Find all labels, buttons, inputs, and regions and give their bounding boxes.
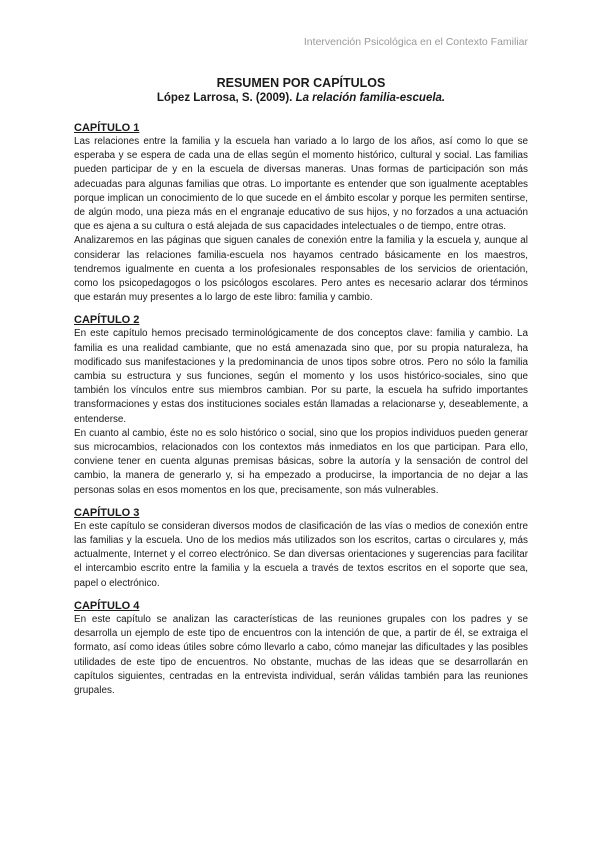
paragraph: Las relaciones entre la familia y la escuela han variado a lo largo de los años, así como lo que se esperaba y se espera de cada una de ellas según el momento histórico, cultural y social. Las familias pueden participar de y en la escuela de diversas maneras. Unas formas de participación son más adecuadas para algunas familias que otras. Lo importante es entender que son igualmente aceptables porque implican un conocimiento de lo que sucede en el ámbito escolar y porque les permiten sentirse, de algún modo, una pieza más en el engranaje educativo de sus hijos, y no forzados a una actuación que es ajena a su cultura o está alejada de sus capacidades intelectuales o de tiempo, entre otras. (74, 136, 528, 233)
paragraph: En este capítulo hemos precisado terminológicamente de dos conceptos clave: familia y cambio. La familia es una realidad cambiante, que no está amenazada sino que, por su propia naturaleza, ha modificado sus manifestaciones y la predominancia de unos tipos sobre otros. Pero no sólo la familia cambia su estructura y sus funciones, según el momento y los usos histórico-sociales, sino que también los vínculos entre sus miembros cambian. Por su parte, la escuela ha sufrido importantes transformaciones y estas dos instituciones sociales están llamadas a relacionarse y, deseablemente, a entenderse. (74, 328, 528, 425)
work-title: La relación familia-escuela. (295, 92, 446, 104)
chapter-heading: CAPÍTULO 3 (74, 506, 140, 519)
paragraph: En cuanto al cambio, éste no es solo histórico o social, sino que los propios individuos pueden generar sus microcambios, relacionados con los contextos más inmediatos en los que participan. Para ello, conviene tener en cuenta algunas premisas básicas, sobre la autoría y la sensación de control del cambio, la manera de generarlo y, si ha empezado a producirse, la importancia de no dejar a las personas solas en esos momentos en los que, precisamente, son más vulnerables. (74, 427, 528, 496)
running-header: Intervención Psicológica en el Contexto Familiar (303, 36, 528, 48)
chapter-3 (74, 506, 528, 591)
paragraph: Analizaremos en las páginas que siguen canales de conexión entre la familia y la escuela y, aunque al considerar las relaciones familia-escuela nos hayamos centrado básicamente en los maestros, tendremos igualmente en cuenta a los profesionales responsables de los servicios de orientación, como los psicopedagogos o los psicólogos escolares. Pero antes es necesario aclarar dos términos que estarán muy presentes a lo largo de este libro: familia y cambio. (74, 235, 528, 304)
chapter-4 (74, 599, 528, 698)
citation: López Larrosa, S. (2009). (156, 92, 293, 104)
chapter-heading: CAPÍTULO 2 (74, 314, 140, 327)
paragraph: En este capítulo se analizan las características de las reuniones grupales con los padres y se desarrolla un ejemplo de este tipo de encuentros con la intención de que, a partir de él, se extraiga el formato, así como ideas útiles sobre cómo llevarlo a cabo, cómo manejar las dificultades y las posibles utilidades de este tipo de encuentros. No obstante, muchas de las ideas que se desarrollarán en capítulos siguientes, centradas en la entrevista individual, serán válidas también para las reuniones grupales. (74, 613, 528, 696)
document-body (74, 76, 528, 706)
document-title: RESUMEN POR CAPÍTULOS (216, 76, 386, 90)
document-subtitle (74, 91, 528, 105)
paragraph: En este capítulo se consideran diversos modos de clasificación de las vías o medios de conexión entre las familias y la escuela. Uno de los medios más utilizados son los escritos, cartas o circulares y, más actualmente, Internet y el correo electrónico. Se dan diversas orientaciones y sugerencias para facilitar el intercambio escrito entre la familia y la escuela a través de textos escritos en el soporte que sea, papel o electrónico. (74, 520, 528, 589)
chapter-heading: CAPÍTULO 4 (74, 599, 140, 612)
chapter-2 (74, 313, 528, 497)
chapter-1 (74, 121, 528, 305)
chapter-heading: CAPÍTULO 1 (74, 122, 140, 134)
